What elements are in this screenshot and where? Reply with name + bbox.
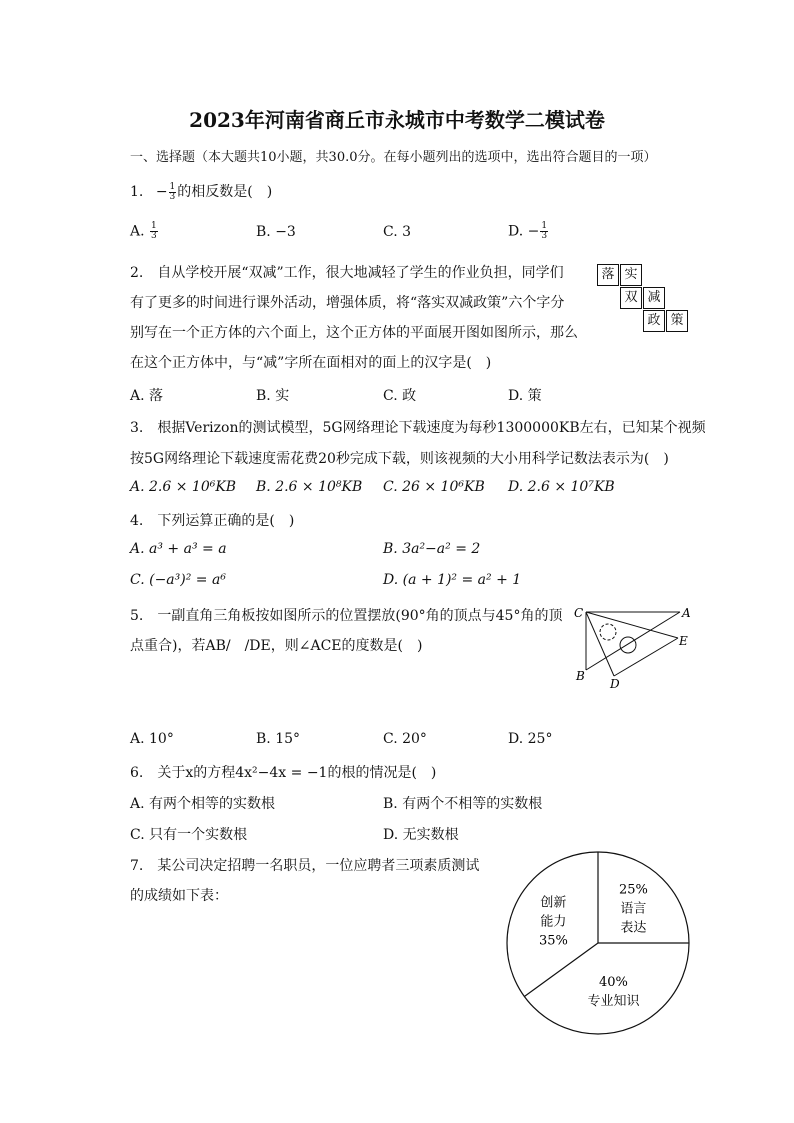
q4-option-b[interactable]: B. 3a²−a² = 2 [383, 541, 481, 557]
solid-circle [620, 637, 636, 653]
pie-label-1: 25% [618, 882, 648, 898]
pie-label-3: 能力 [540, 914, 567, 930]
line-ba [586, 612, 680, 670]
q6-option-d[interactable]: D. 无实数根 [383, 827, 459, 843]
pie-label-3: 35% [538, 933, 568, 949]
q3-line-1: 3. 根据Verizon的测试模型，5G网络理论下载速度为每秒1300000KB左右，已知某个视频 [130, 420, 706, 436]
label-d: D [610, 677, 620, 691]
q2-line-1: 2. 自从学校开展“双减”工作，很大地减轻了学生的作业负担，同学们 [130, 265, 564, 281]
q5-line-2: 点重合)，若AB/ /DE，则∠ACE的度数是( ) [130, 638, 423, 654]
q2-line-4: 在这个正方体中，与“减”字所在面相对的面上的汉字是( ) [130, 355, 492, 371]
pie-label-1: 语言 [620, 901, 647, 917]
q1-a-fraction [150, 222, 158, 241]
label-a: A [682, 606, 691, 620]
q4-option-c[interactable]: C. (−a³)² = a⁶ [130, 572, 226, 588]
section-heading: 一、选择题（本大题共10小题，共30.0分。在每小题列出的选项中，选出符合题目的一项） [130, 150, 657, 165]
net-cell-ce: 策 [666, 310, 688, 332]
q4-option-a[interactable]: A. a³ + a³ = a [130, 541, 227, 557]
q1-a-label: A. [130, 223, 145, 240]
q4-option-d[interactable]: D. (a + 1)² = a² + 1 [383, 572, 522, 588]
pie-slice-boundary [524, 943, 598, 996]
pie-label-2: 专业知识 [587, 994, 640, 1010]
q1-frac-den: 3 [169, 191, 176, 202]
pie-label-3: 创新 [540, 895, 567, 911]
q1-d-num: 1 [541, 221, 548, 231]
q5-option-b[interactable]: B. 15° [256, 731, 301, 747]
pie-label-2: 40% [599, 975, 628, 991]
net-cell-shuang: 双 [620, 287, 642, 309]
q1-d-den: 3 [541, 231, 548, 241]
net-cell-shi: 实 [620, 264, 642, 286]
q6-option-c[interactable]: C. 只有一个实数根 [130, 827, 248, 843]
q2-line-3: 别写在一个正方体的六个面上，这个正方体的平面展开图如图所示，那么 [130, 325, 578, 341]
q1-fraction [169, 183, 177, 202]
q1-option-c[interactable]: C. 3 [383, 224, 412, 240]
label-c: C [574, 606, 584, 620]
label-e: E [679, 634, 688, 648]
q4-stem: 4. 下列运算正确的是( ) [130, 513, 295, 529]
line-cd [586, 612, 614, 676]
q2-line-2: 有了更多的时间进行课外活动，增强体质，将“落实双减政策”六个字分 [130, 295, 565, 311]
q1-neg: − [155, 184, 168, 200]
q1-option-b[interactable]: B. −3 [256, 224, 296, 240]
q3-option-b[interactable]: B. 2.6 × 10⁸KB [256, 479, 363, 495]
q1-option-d[interactable] [508, 222, 549, 241]
net-cell-luo: 落 [597, 264, 619, 286]
label-b: B [576, 669, 585, 683]
q7-line-2: 的成绩如下表： [130, 888, 228, 904]
q1-a-num: 1 [151, 221, 157, 231]
q5-option-a[interactable]: A. 10° [130, 731, 174, 747]
q1-text: 的相反数是( ) [177, 184, 273, 200]
triangle-figure [566, 600, 696, 692]
q1-d-fraction [540, 222, 548, 241]
line-de [614, 638, 678, 676]
q3-line-2: 按5G网络理论下载速度需花费20秒完成下载，则该视频的大小用科学记数法表示为( ) [130, 451, 669, 467]
q6-option-a[interactable]: A. 有两个相等的实数根 [130, 796, 276, 812]
q2-option-b[interactable]: B. 实 [256, 388, 290, 404]
pie-label-1: 表达 [620, 920, 647, 936]
q3-option-c[interactable]: C. 26 × 10⁶KB [383, 479, 485, 495]
dashed-circle [600, 624, 616, 640]
q1-option-a[interactable] [130, 222, 159, 241]
q7-line-1: 7. 某公司决定招聘一名职员，一位应聘者三项素质测试 [130, 858, 480, 874]
q1-frac-num: 1 [169, 181, 176, 192]
q5-option-c[interactable]: C. 20° [383, 731, 427, 747]
q3-option-a[interactable]: A. 2.6 × 10⁶KB [130, 479, 237, 495]
q6-option-b[interactable]: B. 有两个不相等的实数根 [383, 796, 543, 812]
pie-chart [500, 840, 700, 1050]
q1-d-label: D. − [508, 223, 540, 240]
q6-stem: 6. 关于x的方程4x²−4x = −1的根的情况是( ) [130, 765, 437, 781]
net-cell-jian: 减 [643, 287, 665, 309]
q2-option-d[interactable]: D. 策 [508, 388, 542, 404]
q2-option-a[interactable]: A. 落 [130, 388, 164, 404]
q5-line-1: 5. 一副直角三角板按如图所示的位置摆放(90°角的顶点与45°角的顶 [130, 608, 563, 624]
question-1 [130, 181, 272, 202]
q1-number: 1. [130, 184, 144, 200]
q3-option-d[interactable]: D. 2.6 × 10⁷KB [508, 479, 615, 495]
page-title: 2023年河南省商丘市永城市中考数学二模试卷 [189, 108, 605, 132]
q2-option-c[interactable]: C. 政 [383, 388, 417, 404]
q5-option-d[interactable]: D. 25° [508, 731, 553, 747]
net-cell-zheng: 政 [643, 310, 665, 332]
q1-a-den: 3 [151, 231, 157, 241]
